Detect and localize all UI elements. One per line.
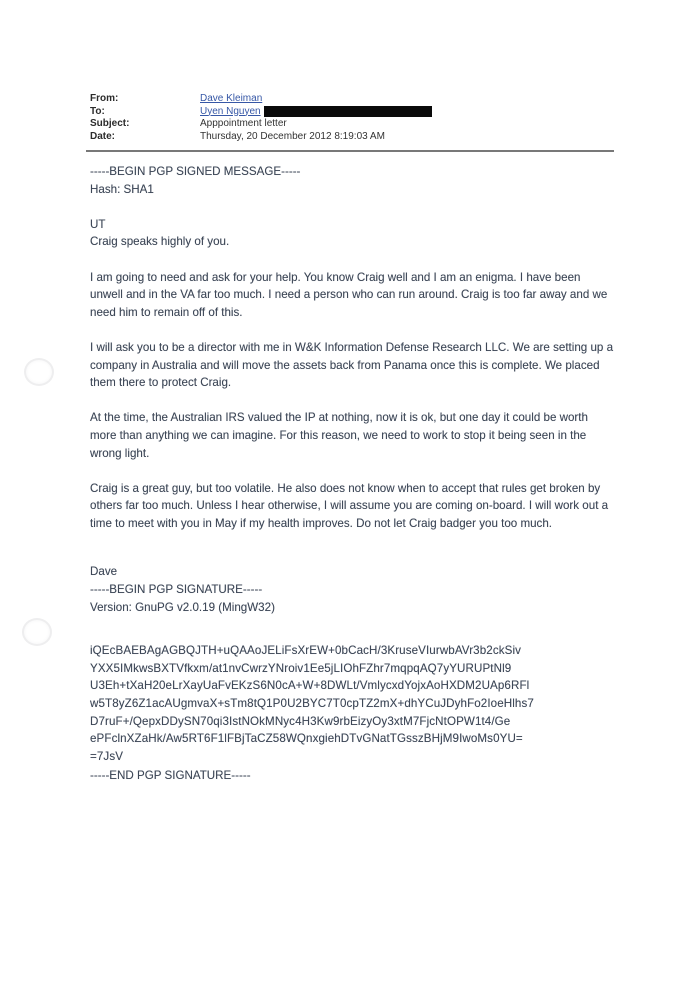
email-content xyxy=(90,93,617,785)
pgp-signature-line: w5T8yZ6Z1acAUgmvaX+sTm8tQ1P0U2BYC7T0cpTZ2mX+dhYCuJDyhFo2IoeHlhs7 xyxy=(90,697,534,711)
paragraph-4: Craig is a great guy, but too volatile. He also does not know when to accept that rules get broken by others far too much. Unless I hear otherwise, I will assume you are coming on-board. I will work out a time to meet with you in May if my health improves. Do not let Craig badger you too much. xyxy=(90,481,612,530)
header-row-date xyxy=(90,131,614,144)
opening-line: Craig speaks highly of you. xyxy=(90,235,230,249)
email-body xyxy=(90,163,617,785)
header-divider xyxy=(86,150,614,152)
pgp-signature-line: iQEcBAEBAgAGBQJTH+uQAAoJELiFsXrEW+0bCacH/3KruseVIurwbAVr3b2ckSiv xyxy=(90,644,522,658)
pgp-signature-header: -----BEGIN PGP SIGNATURE----- xyxy=(90,583,263,597)
hole-punch-mark xyxy=(24,358,54,386)
email-header xyxy=(90,93,614,152)
from-value-link: Dave Kleiman xyxy=(200,93,263,104)
pgp-hash-line: Hash: SHA1 xyxy=(90,182,154,196)
subject-label: Subject: xyxy=(90,118,130,129)
paragraph-2: I will ask you to be a director with me in W&K Information Defense Research LLC. We are setting up a company in Australia and will move the assets back from Panama once this is complete. We placed them there to protect Craig. xyxy=(90,340,617,390)
pgp-signature-block xyxy=(90,642,614,765)
pgp-signed-message-header: -----BEGIN PGP SIGNED MESSAGE----- xyxy=(90,165,301,178)
pgp-signature-line: YXX5IMkwsBXTVfkxm/at1nvCwrzYNroiv1Ee5jLIOhFZhr7mqpqAQ7yYURUPtNl9 xyxy=(90,661,512,675)
header-row-subject xyxy=(90,118,614,131)
pgp-signature-footer: -----END PGP SIGNATURE----- xyxy=(90,769,251,783)
pgp-version-line: Version: GnuPG v2.0.19 (MingW32) xyxy=(90,600,275,614)
signoff-name: Dave xyxy=(90,565,118,579)
pgp-signature-line: U3Eh+tXaH20eLrXayUaFvEKzS6N0cA+W+8DWLt/VmlycxdYojxAoHXDM2UAp6RFl xyxy=(90,679,530,693)
redaction-bar xyxy=(264,106,432,117)
date-value: Thursday, 20 December 2012 8:19:03 AM xyxy=(200,130,385,142)
from-label: From: xyxy=(90,93,119,104)
greeting-block xyxy=(90,216,614,251)
pgp-signature-line: ePFclnXZaHk/Aw5RT6F1lFBjTaCZ58WQnxgiehDTvGNatTGsszBHjM9IwoMs0YU= xyxy=(90,732,523,746)
hole-punch-mark xyxy=(22,618,52,646)
header-row-to xyxy=(90,106,614,119)
subject-value: Apppointment letter xyxy=(200,118,287,129)
header-row-from xyxy=(90,93,614,106)
to-value-link: Uyen Nguyen xyxy=(200,105,261,117)
pgp-signature-line: D7ruF+/QepxDDySN70qi3IstNOkMNyc4H3Kw9rbEizyOy3xtM7FjcNtOPW1t4/Ge xyxy=(90,714,511,728)
greeting-line: UT xyxy=(90,217,106,231)
paragraph-1: I am going to need and ask for your help. You know Craig well and I am an enigma. I have been unwell and in the VA far too much. I need a person who can run around. Craig is too far away and we need him to remain off of this. xyxy=(90,270,611,319)
paragraph-3: At the time, the Australian IRS valued the IP at nothing, now it is ok, but one day it could be worth more than anything we can imagine. For this reason, we need to work to stop it being seen in the wrong light. xyxy=(90,411,592,460)
pgp-signature-checksum: =7JsV xyxy=(90,749,124,763)
date-label: Date: xyxy=(90,130,116,142)
to-label: To: xyxy=(90,105,105,117)
